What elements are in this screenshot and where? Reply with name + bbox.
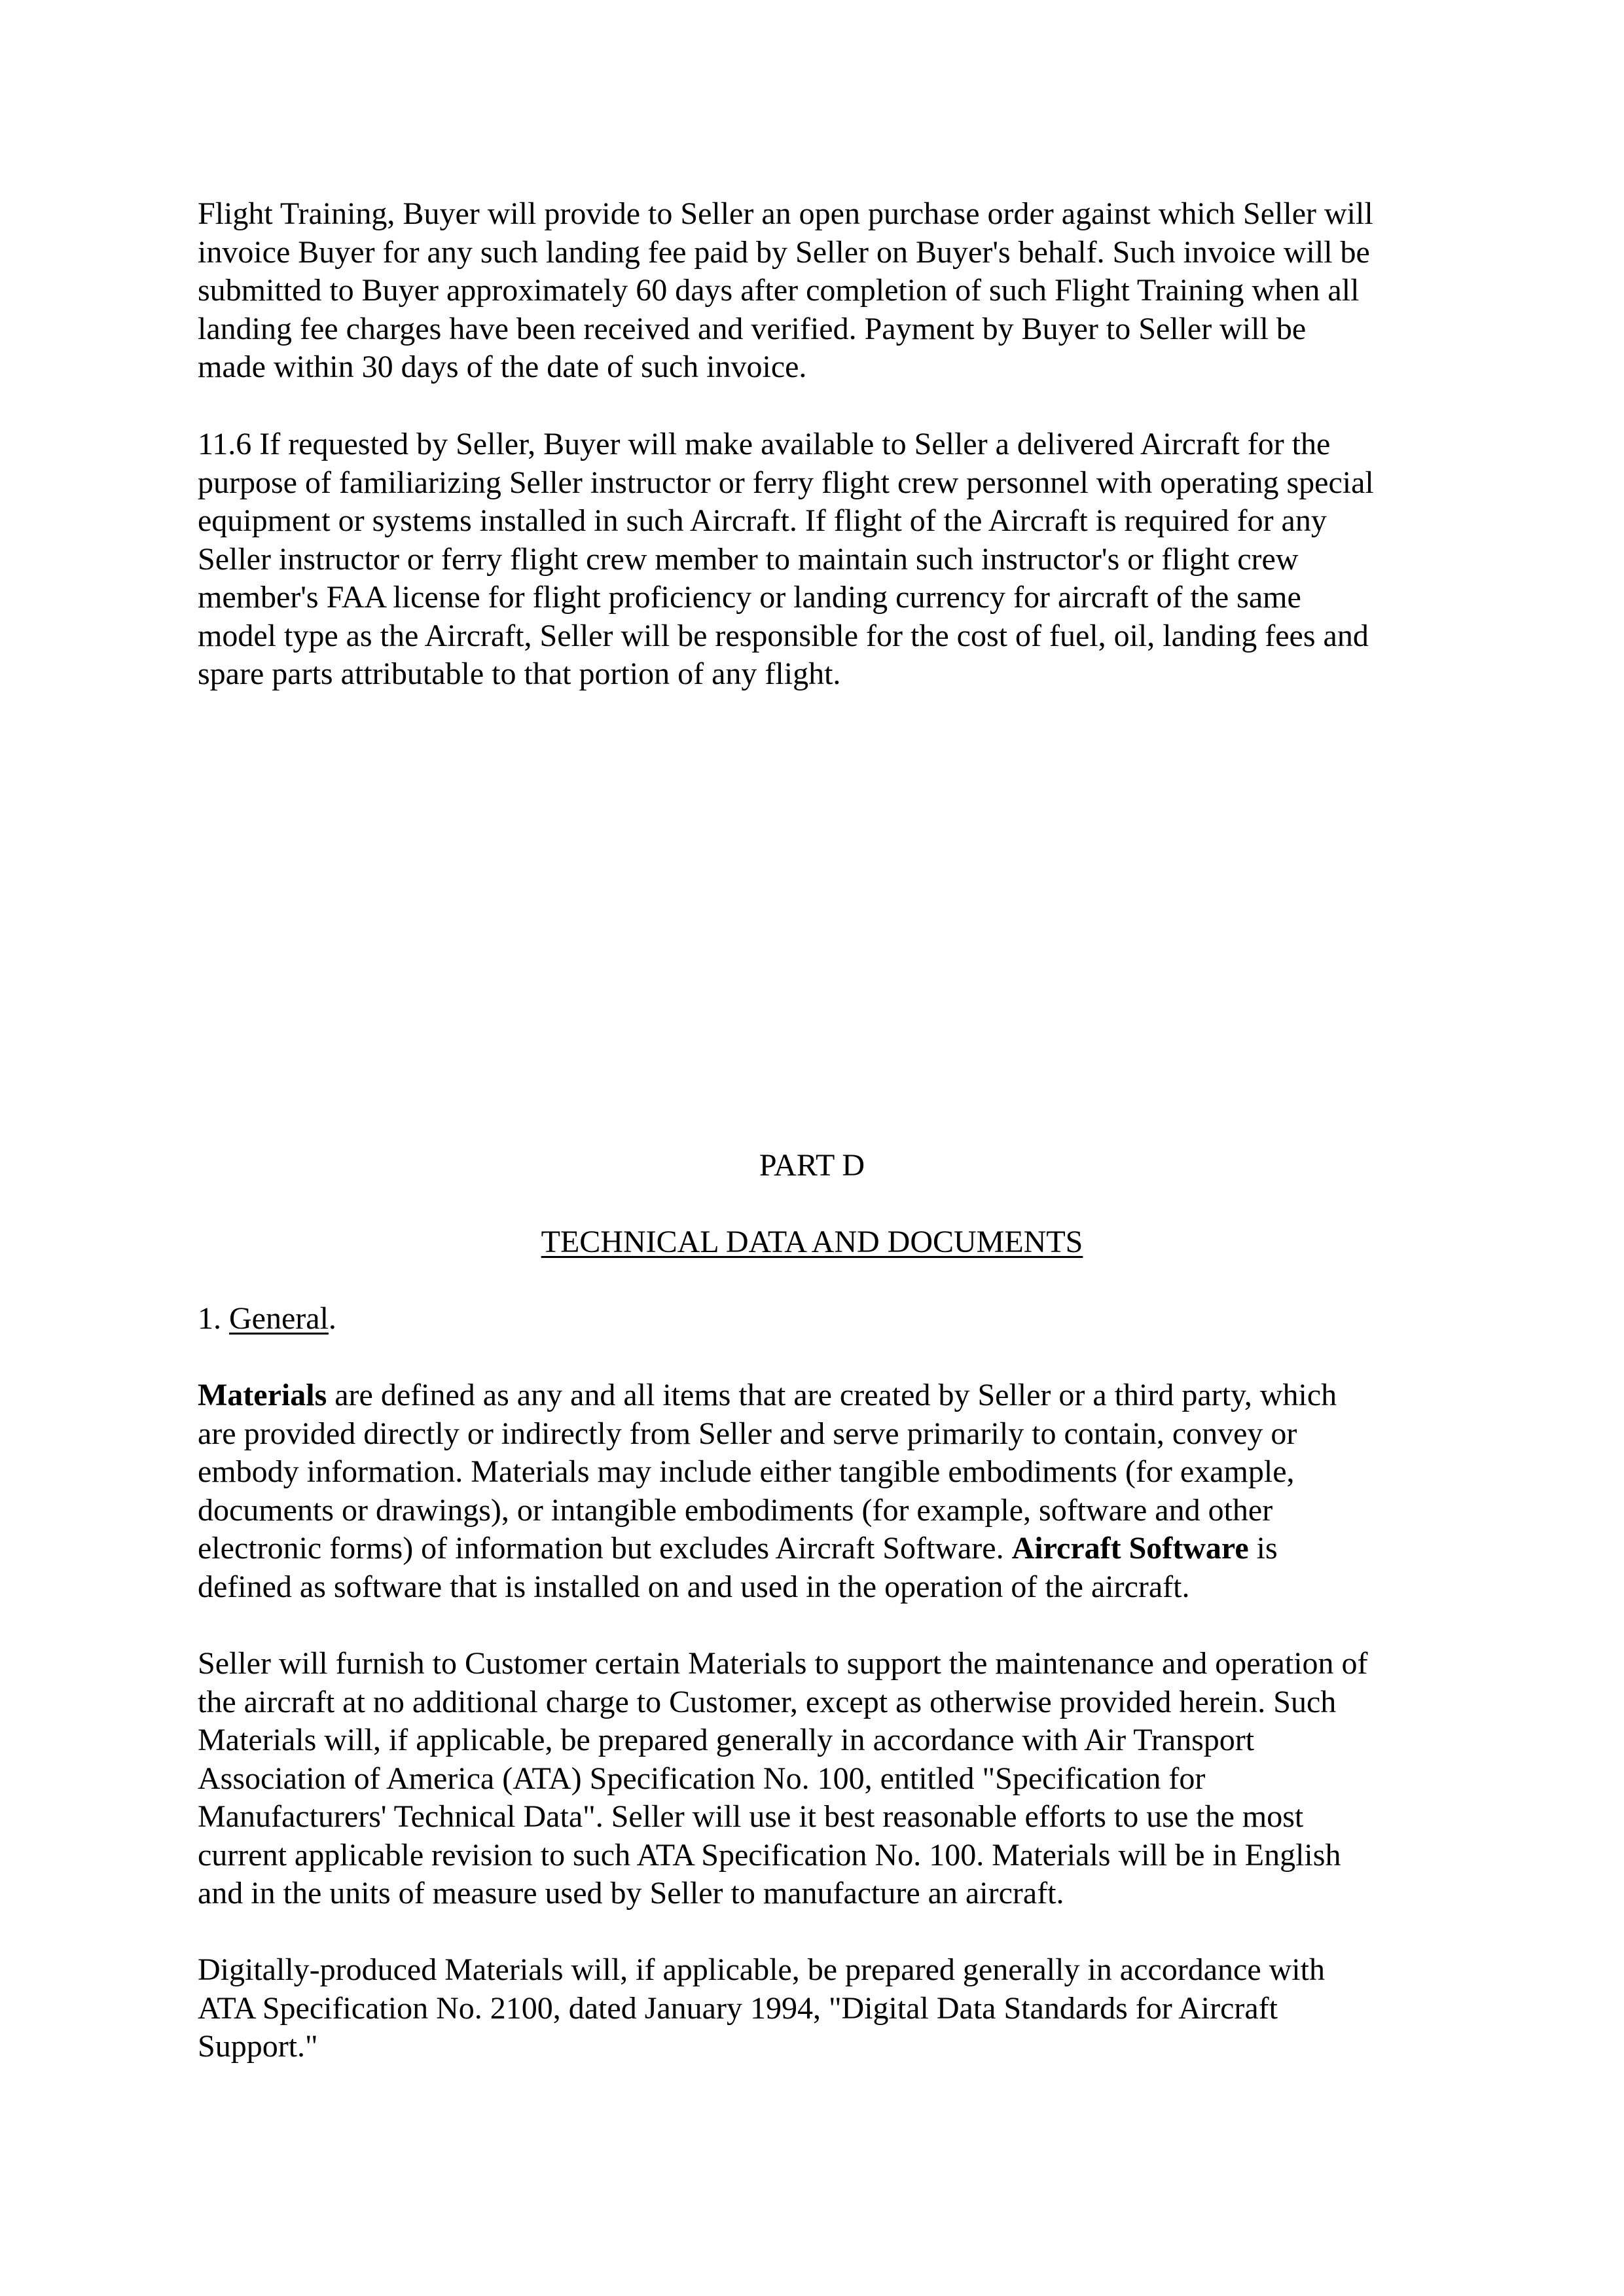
text-line: spare parts attributable to that portion of any flight.	[198, 656, 841, 691]
text-fragment: are defined as any and all items that are created by Seller or a third party, which	[327, 1378, 1337, 1412]
text-line: embody information. Materials may include either tangible embodiments (for example,	[198, 1454, 1295, 1489]
text-line: purpose of familiarizing Seller instructor or ferry flight crew personnel with operating special	[198, 465, 1374, 500]
text-line: invoice Buyer for any such landing fee paid by Seller on Buyer's behalf. Such invoice will be	[198, 234, 1370, 270]
defined-term-aircraft-software: Aircraft Software	[1011, 1531, 1249, 1566]
text-line: current applicable revision to such ATA Specification No. 100. Materials will be in English	[198, 1837, 1341, 1873]
text-line: Flight Training, Buyer will provide to Seller an open purchase order against which Seller will	[198, 196, 1373, 231]
defined-term-materials: Materials	[198, 1378, 327, 1412]
text-line: made within 30 days of the date of such invoice.	[198, 350, 807, 384]
text-line	[198, 1376, 1441, 1415]
text-line: Manufacturers' Technical Data". Seller will use it best reasonable efforts to use the most	[198, 1799, 1304, 1834]
text-line: Association of America (ATA) Specification No. 100, entitled "Specification for	[198, 1761, 1206, 1796]
text-line: Digitally-produced Materials will, if applicable, be prepared generally in accordance with	[198, 1952, 1325, 1987]
subsection-period: .	[328, 1301, 336, 1336]
paragraph-materials-definition	[198, 1376, 1441, 1606]
text-line: 11.6 If requested by Seller, Buyer will make available to Seller a delivered Aircraft for the	[198, 427, 1331, 461]
paragraph-flight-training	[198, 195, 1441, 387]
text-line: and in the units of measure used by Seller to manufacture an aircraft.	[198, 1876, 1064, 1910]
paragraph-digital-materials	[198, 1951, 1441, 2066]
text-line: Support."	[198, 2029, 318, 2064]
text-line: submitted to Buyer approximately 60 days after completion of such Flight Training when all	[198, 273, 1360, 308]
text-line: Materials will, if applicable, be prepared generally in accordance with Air Transport	[198, 1723, 1255, 1757]
paragraph-seller-furnish	[198, 1645, 1441, 1913]
subsection-label: General	[229, 1301, 329, 1336]
section-title-text: TECHNICAL DATA AND DOCUMENTS	[541, 1225, 1083, 1259]
text-line: Seller instructor or ferry flight crew member to maintain such instructor's or flight crew	[198, 541, 1299, 577]
subsection-heading-general	[198, 1300, 1441, 1338]
text-line: defined as software that is installed on and used in the operation of the aircraft.	[198, 1569, 1190, 1604]
section-title	[0, 1223, 1624, 1262]
text-line: are provided directly or indirectly from Seller and serve primarily to contain, convey or	[198, 1416, 1297, 1451]
text-fragment: electronic forms) of information but excludes Aircraft Software.	[198, 1531, 1012, 1566]
text-line: Seller will furnish to Customer certain Materials to support the maintenance and operation of	[198, 1646, 1368, 1681]
text-fragment: is	[1248, 1531, 1278, 1566]
text-line	[198, 1530, 1441, 1568]
text-line: equipment or systems installed in such Aircraft. If flight of the Aircraft is required for any	[198, 503, 1327, 538]
text-line: ATA Specification No. 2100, dated January 1994, "Digital Data Standards for Aircraft	[198, 1990, 1278, 2026]
paragraph-11-6	[198, 425, 1441, 694]
text-line: documents or drawings), or intangible embodiments (for example, software and other	[198, 1492, 1273, 1528]
text-line: landing fee charges have been received and verified. Payment by Buyer to Seller will be	[198, 311, 1307, 346]
text-line: member's FAA license for flight proficiency or landing currency for aircraft of the same	[198, 580, 1301, 615]
text-line: model type as the Aircraft, Seller will be responsible for the cost of fuel, oil, landing fees and	[198, 618, 1369, 653]
part-heading: PART D	[759, 1148, 865, 1183]
text-line: the aircraft at no additional charge to Customer, except as otherwise provided herein. Such	[198, 1684, 1337, 1719]
subsection-number: 1.	[198, 1301, 221, 1336]
